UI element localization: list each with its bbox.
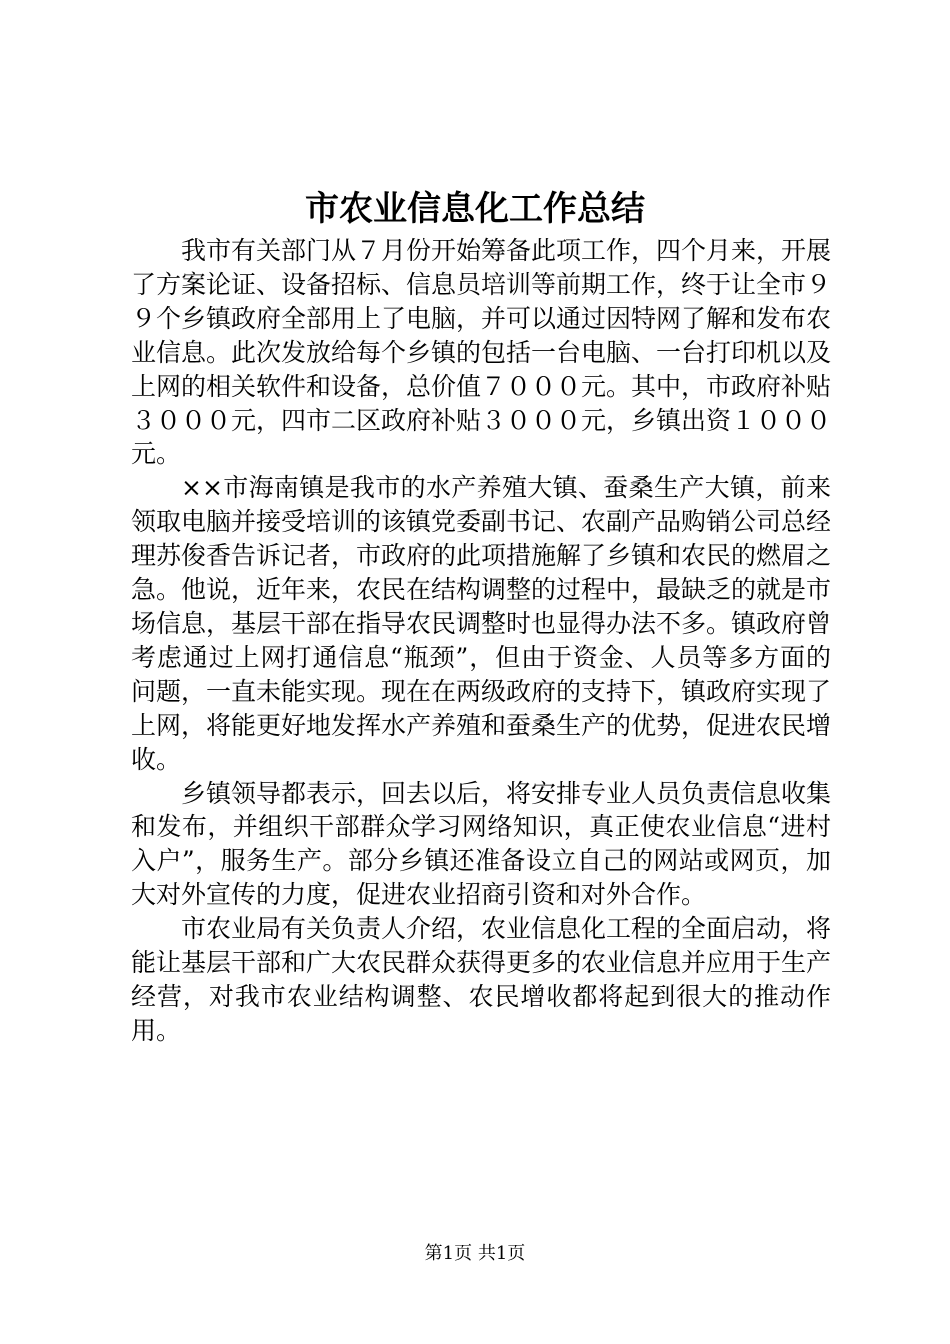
document-body <box>131 234 831 1048</box>
paragraph-1: 我市有关部门从７月份开始筹备此项工作，四个月来，开展了方案论证、设备招标、信息员培训等前期工作，终于让全市９９个乡镇政府全部用上了电脑，并可以通过因特网了解和发布农业信息。此次发放给每个乡镇的包括一台电脑、一台打印机以及上网的相关软件和设备，总价值７０００元。其中，市政府补贴３０００元，四市二区政府补贴３０００元，乡镇出资１０００元。 <box>131 236 832 469</box>
page-number-footer: 第1页 共1页 <box>424 1243 526 1264</box>
paragraph-4: 市农业局有关负责人介绍，农业信息化工程的全面启动，将能让基层干部和广大农民群众获得更多的农业信息并应用于生产经营，对我市农业结构调整、农民增收都将起到很大的推动作用。 <box>131 914 832 1045</box>
paragraph-3: 乡镇领导都表示，回去以后，将安排专业人员负责信息收集和发布，并组织干部群众学习网络知识，真正使农业信息“进村入户”，服务生产。部分乡镇还准备设立自己的网站或网页，加大对外宣传的力度，促进农业招商引资和对外合作。 <box>131 778 832 910</box>
paragraph-2: ××市海南镇是我市的水产养殖大镇、蚕桑生产大镇，前来领取电脑并接受培训的该镇党委副书记、农副产品购销公司总经理苏俊香告诉记者，市政府的此项措施解了乡镇和农民的燃眉之急。他说，近年来，农民在结构调整的过程中，最缺乏的就是市场信息，基层干部在指导农民调整时也显得办法不多。镇政府曾考虑通过上网打通信息“瓶颈”，但由于资金、人员等多方面的问题，一直未能实现。现在在两级政府的支持下，镇政府实现了上网，将能更好地发挥水产养殖和蚕桑生产的优势，促进农民增收。 <box>131 473 832 774</box>
page-title: 市农业信息化工作总结 <box>305 189 645 229</box>
